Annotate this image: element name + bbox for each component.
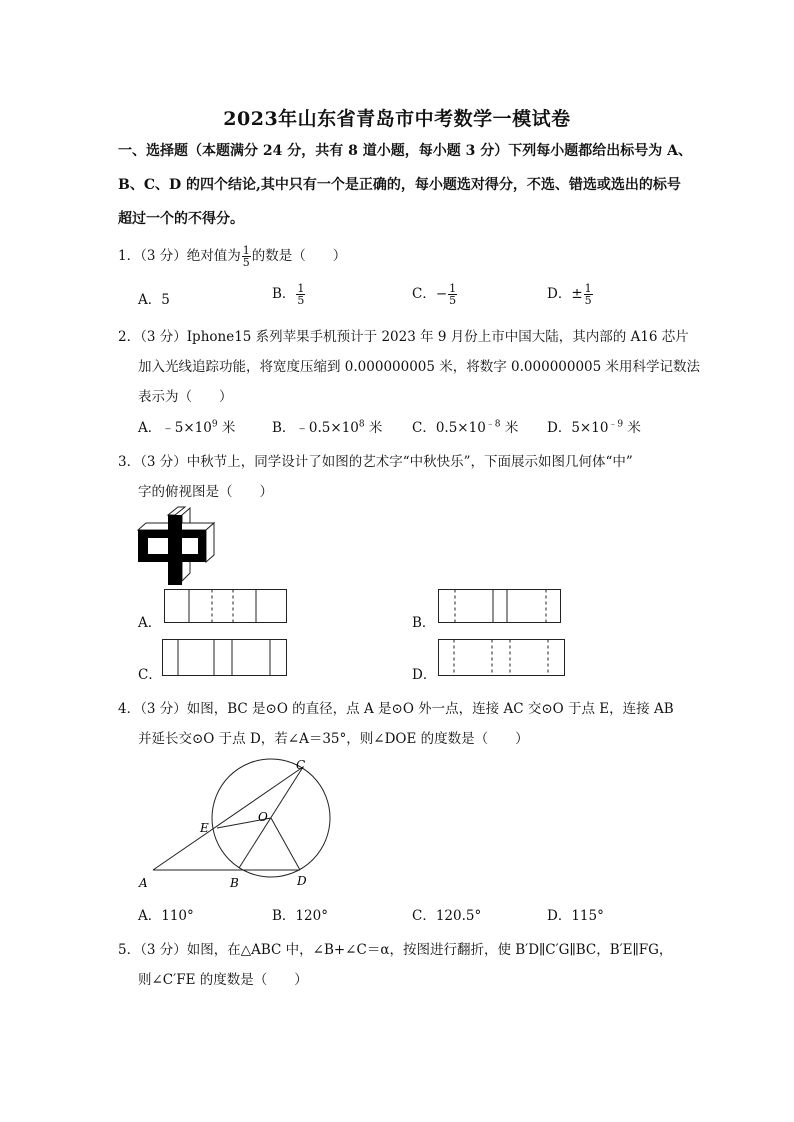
q3-option-c-label[interactable]: C．	[138, 667, 162, 683]
q1-prefix: 1．（3 分）绝对值为	[118, 248, 241, 264]
question-2-stem-line-3: 表示为（ ）	[138, 389, 233, 405]
q4-option-c[interactable]: C．120.5°	[412, 908, 482, 924]
q4-option-b[interactable]: B．120°	[272, 908, 328, 924]
q4-circle-geometry-figure	[130, 755, 340, 895]
point-label-b: B	[230, 876, 239, 890]
point-label-e: E	[200, 821, 209, 835]
question-4-stem-line-2: 并延长交⊙O 于点 D，若∠A＝35°，则∠DOE 的度数是（ ）	[138, 731, 529, 747]
question-3-stem-line-2: 字的俯视图是（ ）	[138, 484, 273, 500]
q3-option-c-figure[interactable]	[162, 639, 288, 677]
q2-option-c[interactable]: C．$0.5\times 10^{﹣8}$ 米	[412, 419, 519, 436]
q3-option-d-label[interactable]: D．	[412, 667, 437, 683]
q1-option-a[interactable]: A．5	[138, 292, 170, 308]
q2-option-b[interactable]: B．$﹣0.5\times 10^8$ 米	[272, 419, 383, 436]
q3-option-a-label[interactable]: A．	[138, 615, 162, 631]
section-instructions-line-1: 一、选择题（本题满分 24 分，共有 8 道小题，每小题 3 分）下列每小题都给出标号为 A、	[118, 143, 692, 159]
point-label-o: O	[258, 810, 268, 824]
q4-option-d[interactable]: D．115°	[547, 908, 604, 924]
q3-option-a-figure[interactable]	[164, 589, 288, 624]
q4-option-a[interactable]: A．110°	[138, 908, 194, 924]
q3-option-b-label[interactable]: B．	[412, 615, 436, 631]
section-instructions-line-2: B、C、D 的四个结论,其中只有一个是正确的，每小题选对得分，不选、错选或选出的标号	[118, 177, 681, 193]
question-5-stem-line-1: 5．（3 分）如图，在△ABC 中，∠B+∠C＝α，按图进行翻折，使 B′D∥C′G∥BC，B′E∥FG，	[118, 942, 673, 958]
q2-option-d[interactable]: D．$5\times 10^{﹣9}$ 米	[547, 419, 641, 436]
q2-option-a[interactable]: A．$﹣5\times 10^9$ 米	[138, 419, 236, 436]
zhong-3d-character-figure	[130, 505, 220, 587]
page-title: 2023年山东省青岛市中考数学一模试卷	[223, 108, 571, 130]
point-label-a: A	[139, 876, 148, 890]
point-label-d: D	[297, 874, 307, 888]
section-instructions-line-3: 超过一个的不得分。	[118, 211, 244, 227]
question-2-stem-line-2: 加入光线追踪功能，将宽度压缩到 0.000000005 米，将数字 0.000000005 米用科学记数法	[138, 359, 701, 375]
q1-option-c[interactable]: C．− $\frac{1}{5}$	[412, 282, 457, 307]
q1-option-b[interactable]: B． $\frac{1}{5}$	[272, 282, 305, 307]
q1-fraction: $\frac{1}{5}$	[242, 244, 250, 269]
q3-option-d-figure[interactable]	[438, 639, 566, 677]
question-4-stem-line-1: 4．（3 分）如图，BC 是⊙O 的直径，点 A 是⊙O 外一点，连接 AC 交⊙O 于点 E，连接 AB	[118, 701, 674, 717]
point-label-c: C	[296, 758, 306, 772]
question-1-stem	[118, 244, 346, 268]
q3-option-b-figure[interactable]	[438, 589, 562, 624]
question-2-stem-line-1: 2．（3 分）Iphone15 系列苹果手机预计于 2023 年 9 月份上市中国大陆，其内部的 A16 芯片	[118, 329, 689, 345]
q1-suffix: 的数是（ ）	[251, 248, 347, 264]
q1-option-d[interactable]: D．± $\frac{1}{5}$	[547, 282, 592, 307]
question-3-stem-line-1: 3．（3 分）中秋节上，同学设计了如图的艺术字“中秋快乐”，下面展示如图几何体“中”	[118, 454, 633, 470]
question-5-stem-line-2: 则∠C′FE 的度数是（ ）	[138, 972, 308, 988]
